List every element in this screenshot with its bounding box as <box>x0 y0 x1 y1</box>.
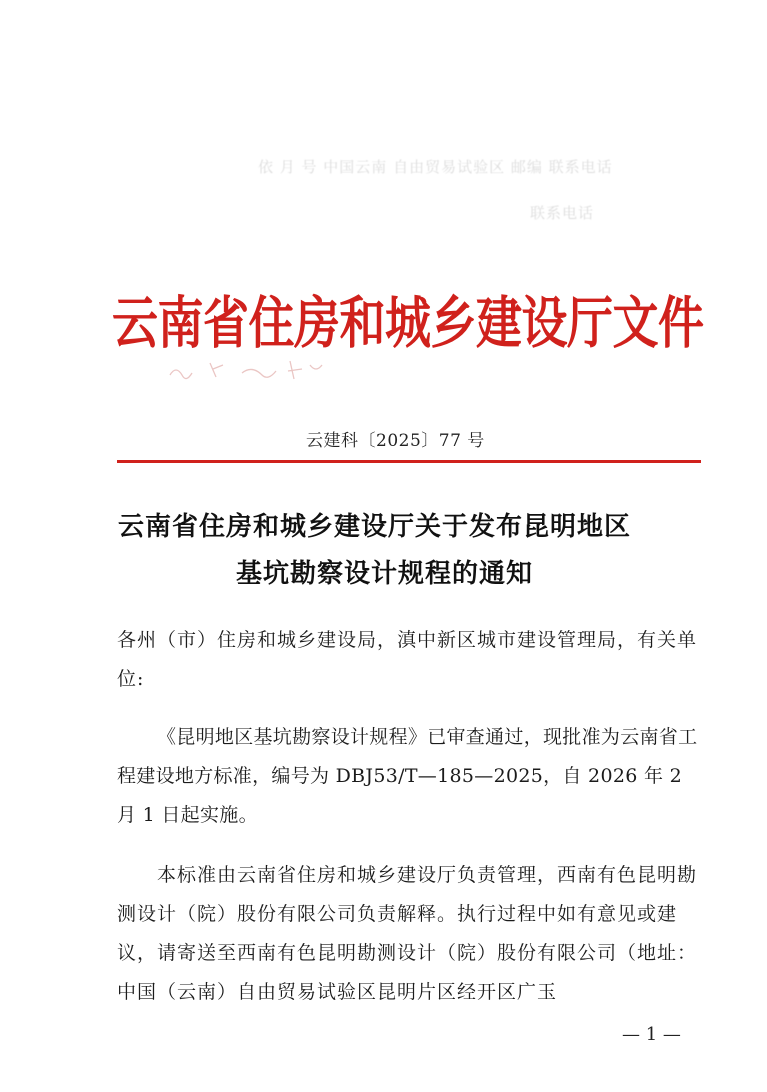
notice-title-line-1: 云南省住房和城乡建设厅关于发布昆明地区 <box>118 512 632 542</box>
bleed-through-text: 依 月 号 中国云南 自由贸易试验区 邮编 联系电话 <box>258 158 613 176</box>
document-number: 云建科〔2025〕77 号 <box>306 431 485 451</box>
management-paragraph: 本标准由云南省住房和城乡建设厅负责管理，西南有色昆明勘测设计（院）股份有限公司负责解释。执行过程中如有意见或建议，请寄送至西南有色昆明勘测设计（院）股份有限公司（地址：中国（云南）自由贸易试验区昆明片区经开区广玉 <box>117 864 698 1003</box>
faded-stamp-mark <box>150 345 340 395</box>
bleed-through-text: 联系电话 <box>530 204 595 222</box>
recipients-paragraph: 各州（市）住房和城乡建设局，滇中新区城市建设管理局，有关单位: <box>117 629 698 690</box>
document-header-title: 云南省住房和城乡建设厅文件 <box>112 289 704 356</box>
page-number: — 1 — <box>622 1024 681 1045</box>
notice-title-line-2: 基坑勘察设计规程的通知 <box>236 559 534 589</box>
red-separator-line <box>117 460 701 463</box>
approval-paragraph: 《昆明地区基坑勘察设计规程》已审查通过，现批准为云南省工程建设地方标准，编号为 DBJ53/T—185—2025，自 2026 年 2 月 1 日起实施。 <box>117 726 698 826</box>
